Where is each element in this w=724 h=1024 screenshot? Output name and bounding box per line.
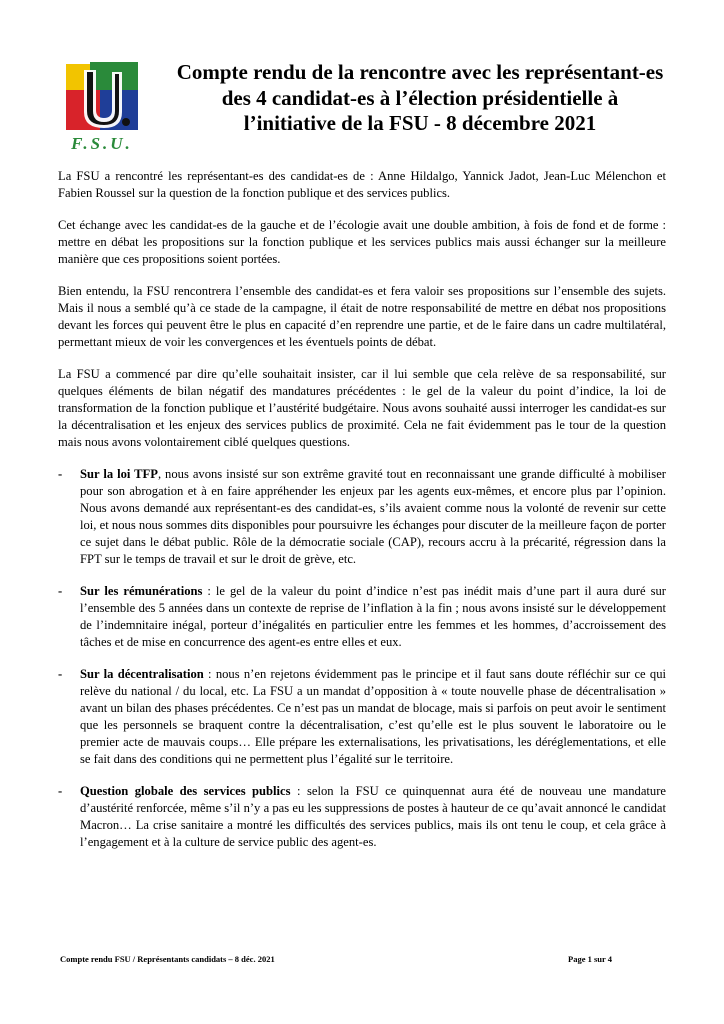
- title-line: Compte rendu de la rencontre avec les représentant-es: [176, 60, 664, 84]
- list-dash: -: [58, 784, 63, 798]
- fsu-logo: [60, 60, 144, 156]
- fsu-logo-label: F.S.U.: [71, 134, 133, 153]
- list-item: [58, 583, 666, 651]
- paragraph: La FSU a rencontré les représentant-es des candidat-es de : Anne Hildalgo, Yannick Jadot, Jean-Luc Mélenchon et Fabien Roussel sur la question de la fonction publique et des services publics.: [58, 169, 666, 200]
- list-dash: -: [58, 584, 63, 598]
- page-number: Page 1 sur 4: [568, 954, 612, 964]
- list-item-term: Sur les rémunérations: [80, 584, 203, 598]
- footer-left: Compte rendu FSU / Représentants candidats – 8 déc. 2021: [60, 954, 275, 964]
- list-item: [58, 783, 666, 851]
- list-item-term: Sur la loi TFP: [80, 467, 158, 481]
- paragraph: Cet échange avec les candidat-es de la gauche et de l’écologie avait une double ambition, à fois de fond et de forme : mettre en débat les propositions sur la fonction publique et les services publics mais aussi échanger sur la meilleure manière que ces propositions soient portées.: [58, 218, 666, 266]
- list-item: [58, 466, 666, 568]
- document-title: [155, 60, 685, 137]
- document-body: [58, 168, 666, 866]
- title-line: l’initiative de la FSU - 8 décembre 2021: [243, 111, 597, 135]
- list-item-text: : le gel de la valeur du point d’indice n’est pas inédit mais d’une part il aura duré sur l’ensemble des 5 années dans un contexte de reprise de l’inflation à la fin ; nous avons insisté sur le développement de l’indemnitaire inégal, porteur d’inégalités en particulier entre les femmes et les hommes, d’accroissement des tâches et de mise en concurrence des agent-es entre elles et eux.: [80, 584, 666, 649]
- list-item: [58, 666, 666, 768]
- paragraph: La FSU a commencé par dire qu’elle souhaitait insister, car il lui semble que cela relève de sa responsabilité, sur quelques éléments de bilan négatif des mandatures précédentes : le gel de la valeur du point d’indice, la loi de transformation de la fonction publique et l’austérité budgétaire. Nous avons souhaité aussi interroger les candidat-es sur la décentralisation et les enjeux des services publics de proximité. Cela ne fait évidemment pas le tour de la question mais nous avons volontairement ciblé quelques questions.: [58, 367, 666, 449]
- topic-list: [58, 466, 666, 851]
- list-item-text: : nous n’en rejetons évidemment pas le principe et il faut sans doute réfléchir sur ce qui relève du national / du local, etc. La FSU a un mandat d’opposition à « toute nouvelle phase de décentralisation » avant un bilan des phases précédentes. Ce n’est pas un mandat de blocage, mais si parfois on peut avoir le sentiment que les personnels se braquent contre la décentralisation, c’est qu’elle est le plus souvent le laboratoire ou le premier acte de mauvais coups… Elle prépare les externalisations, les privatisations, les déréglementations, et elle se fait dans des conditions qui ne permettent plus l’égalité sur le territoire.: [80, 667, 666, 766]
- list-dash: -: [58, 667, 63, 681]
- list-item-text: : selon la FSU ce quinquennat aura été de nouveau une mandature d’austérité renforcée, même s’il n’y a pas eu les suppressions de postes à hauteur de ce qu’avait annoncé le candidat Macron… La crise sanitaire a montré les difficultés des services publics, mais ils ont tenu le coup, et cela grâce à l’engagement et à la culture de service public des agent-es.: [80, 784, 666, 849]
- paragraph: Bien entendu, la FSU rencontrera l’ensemble des candidat-es et fera valoir ses propositions sur l’ensemble des sujets. Mais il nous a semblé qu’à ce stade de la campagne, il était de notre responsabilité de mettre en débat nos propositions devant les forces qui peuvent être le plus en capacité d’en reprendre une partie, et de le faire dans un cadre multilatéral, permettant mieux de voir les convergences et les éventuels points de débat.: [58, 284, 666, 349]
- title-line: des 4 candidat-es à l’élection présidentielle à: [221, 85, 619, 110]
- fsu-logo-mark: [60, 60, 144, 134]
- list-item-term: Question globale des services publics: [80, 784, 291, 798]
- list-item-text: , nous avons insisté sur son extrême gravité tout en reconnaissant une grande difficulté à mobiliser pour son abrogation et à en faire appréhender les enjeux par les agents eux-mêmes, et encore plus par l’opinion. Nous avons demandé aux représentant-es des candidat-es, s’ils avaient comme nous la volonté de revenir sur cette loi, et nous nous sommes dits disponibles pour poursuivre les échanges pour discuter de la meilleure façon de porter ce sujet dans le débat public. Rôle de la démocratie sociale (CAP), recours accru à la précarité, régression dans la FPT sur le temps de travail et sur le droit de grève, etc.: [80, 467, 666, 566]
- list-dash: -: [58, 467, 63, 481]
- list-item-term: Sur la décentralisation: [80, 667, 204, 681]
